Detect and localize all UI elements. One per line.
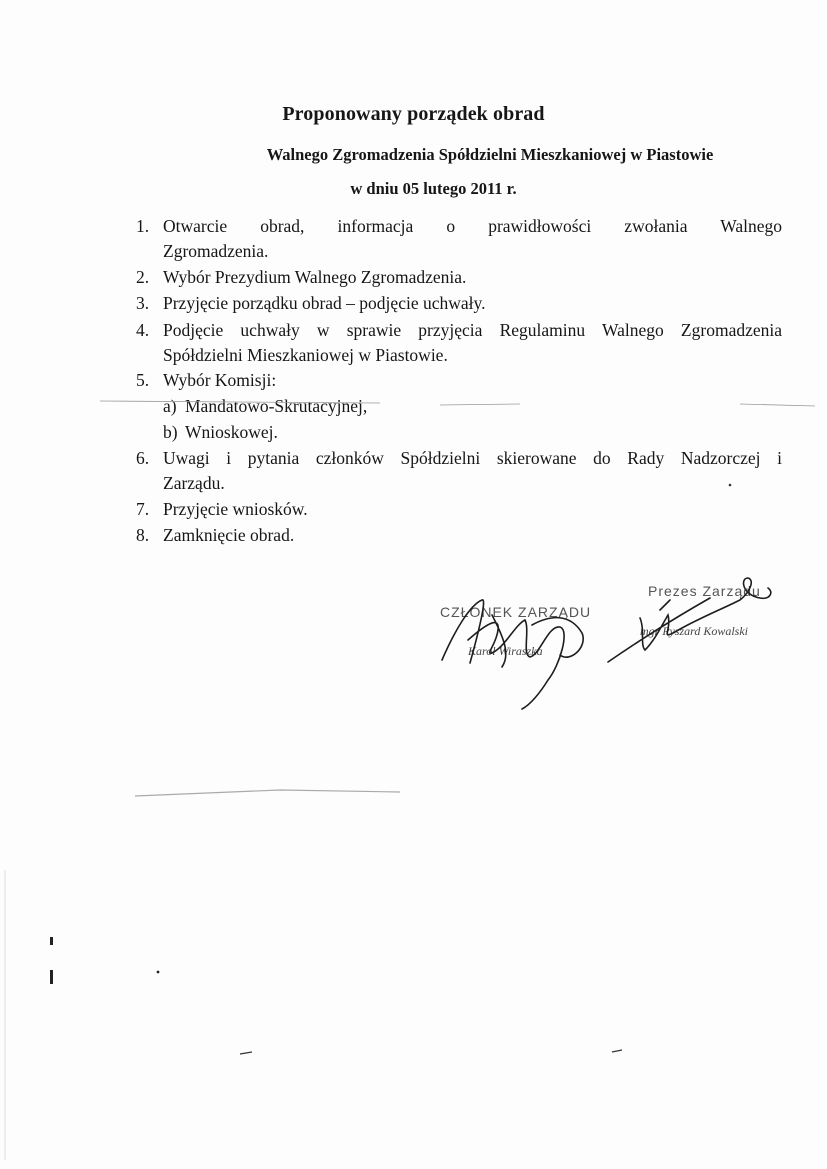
agenda-item-text: Uwagi i pytania członków Spółdzielni skierowane do Rady Nadzorczej i [163, 448, 782, 468]
document-title: Proponowany porządek obrad [282, 103, 545, 125]
document-date: w dniu 05 lutego 2011 r. [350, 179, 517, 198]
agenda-item-text: Otwarcie obrad, informacja o prawidłowości zwołania Walnego [163, 216, 782, 236]
agenda-item-number: 5. [136, 370, 150, 390]
agenda-item-text: Przyjęcie porządku obrad – podjęcie uchwały. [163, 293, 486, 313]
agenda-subitem-letter: b) [163, 422, 178, 442]
agenda-subitem-text: Wnioskowej. [185, 422, 278, 442]
agenda-item-text: Wybór Komisji: [163, 370, 277, 390]
agenda-item-number: 6. [136, 448, 150, 468]
agenda-item-text-continued: Zarządu. [163, 473, 225, 493]
agenda-item-number: 7. [136, 499, 150, 519]
board-member-stamp-label: CZŁONEK ZARZĄDU [440, 604, 592, 620]
agenda-item-number: 4. [136, 320, 150, 340]
agenda-item-text: Przyjęcie wniosków. [163, 499, 308, 519]
president-name-text: mgr Ryszard Kowalski [640, 624, 749, 638]
agenda-subitem-letter: a) [163, 396, 177, 416]
agenda-subitem-text: Mandatowo-Skrutacyjnej, [185, 396, 368, 416]
agenda-item-number: 1. [136, 216, 150, 236]
document-subtitle: Walnego Zgromadzenia Spółdzielni Mieszkaniowej w Piastowie [266, 145, 714, 164]
agenda-item-text: Podjęcie uchwały w sprawie przyjęcia Regulaminu Walnego Zgromadzenia [163, 320, 782, 340]
agenda-item-number: 8. [136, 525, 150, 545]
agenda-item-number: 2. [136, 267, 150, 287]
president-stamp-label: Prezes Zarządu [648, 583, 761, 599]
agenda-item-text: Zamknięcie obrad. [163, 525, 295, 545]
agenda-item-number: 3. [136, 293, 150, 313]
board-member-name-text: Karol Wiraszka [468, 644, 543, 658]
agenda-item-text-continued: Spółdzielni Mieszkaniowej w Piastowie. [163, 345, 448, 365]
agenda-item-text-continued: Zgromadzenia. [163, 241, 269, 261]
agenda-item-text: Wybór Prezydium Walnego Zgromadzenia. [163, 267, 467, 287]
